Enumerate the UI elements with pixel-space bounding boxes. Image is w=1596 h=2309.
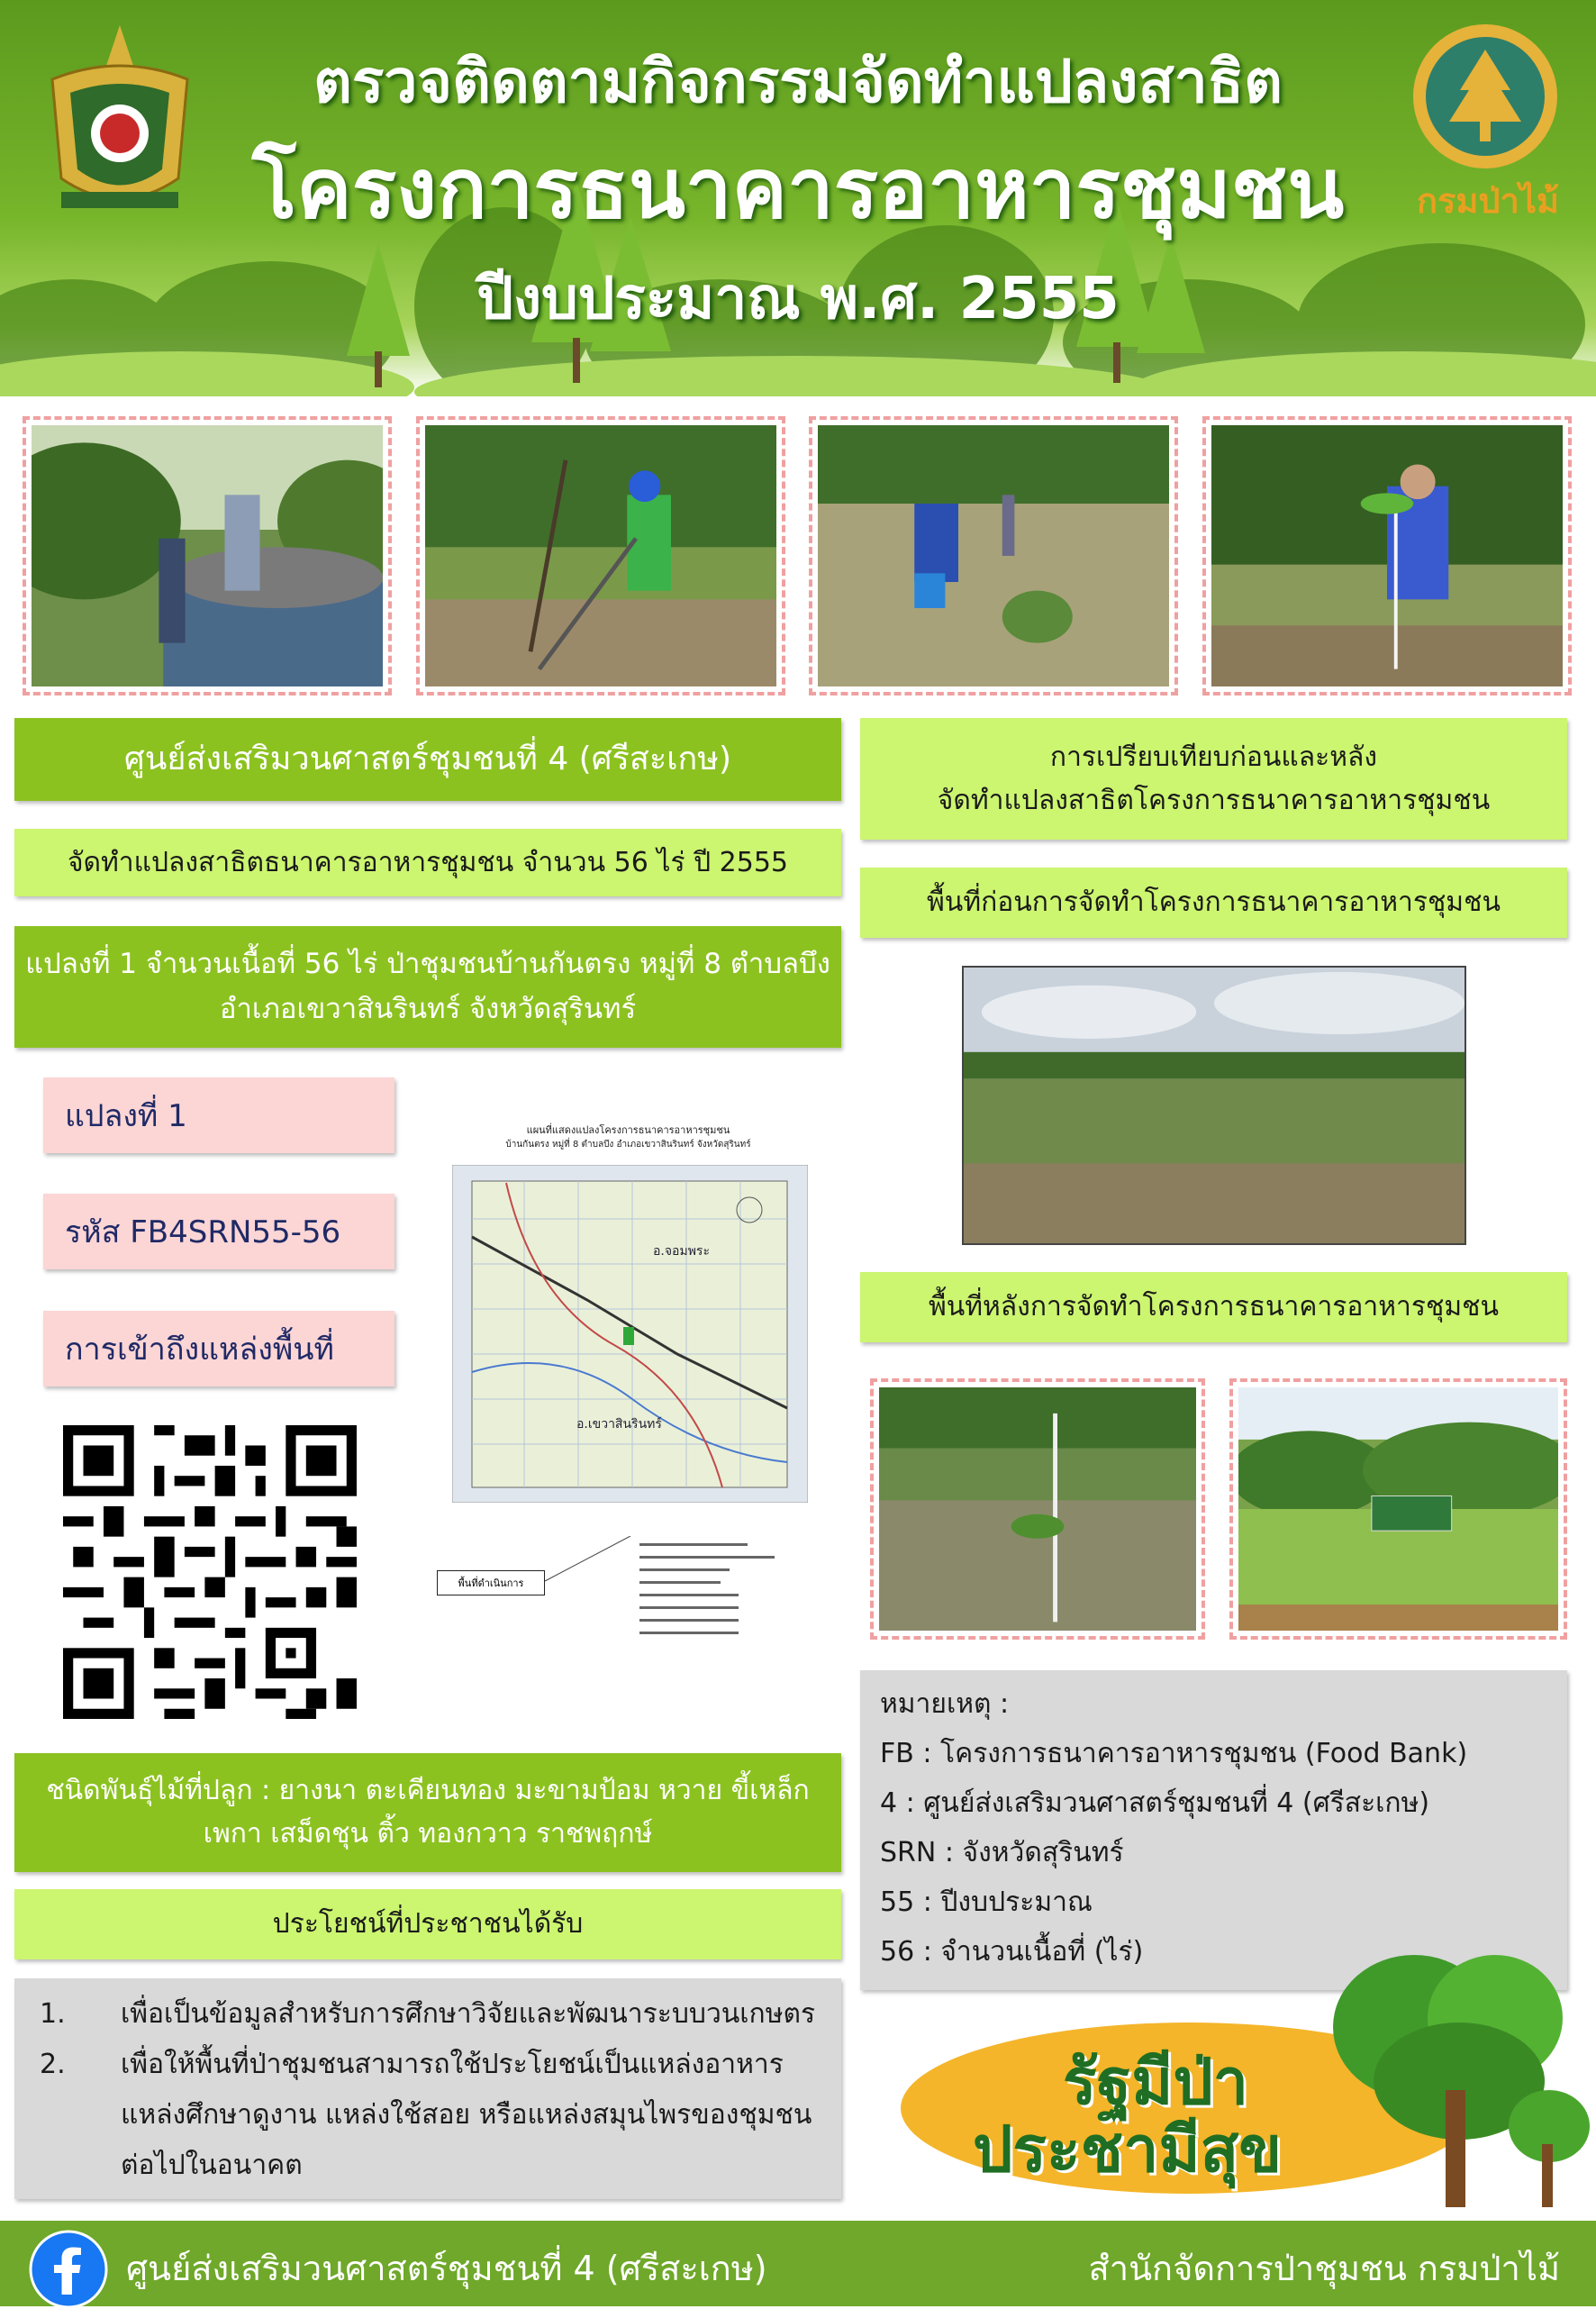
after-photo-1 [870,1378,1205,1640]
plot-number-box: แปลงที่ 1 [43,1077,394,1153]
facebook-icon[interactable] [29,2230,108,2309]
plot-code-box: รหัส FB4SRN55-56 [43,1194,394,1269]
location-map [432,1122,824,1662]
compare-line-2: จัดทำแปลงสาธิตโครงการธนาคารอาหารชุมชน [937,784,1491,816]
map-label-jomphra: อ.จอมพระ [653,1244,710,1259]
note-55: 55 : ปีงบประมาณ [880,1886,1093,1918]
topographic-map [452,1165,808,1503]
before-photo [962,966,1466,1245]
note-fb: FB : โครงการธนาคารอาหารชุมชน (Food Bank) [880,1738,1468,1769]
notes-title: หมายเหตุ : [880,1688,1010,1720]
logo-caption: กรมป่าไม้ [1416,181,1560,221]
plot-description-line-2: อำเภอเขวาสินรินทร์ จังหวัดสุรินทร์ [219,992,637,1025]
species-line-1: ชนิดพันธุ์ไม้ที่ปลูก : ยางนา ตะเคียนทอง มะขามป้อม หวาย ขี้เหล็ก [46,1775,810,1806]
map-title-line-1: แผนที่แสดงแปลงโครงการธนาคารอาหารชุมชน [526,1124,730,1136]
compare-bar [860,718,1567,840]
activity-photo-4 [1202,416,1572,695]
map-legend-box: พื้นที่ดำเนินการ [437,1570,545,1595]
benefit-item-2: 2. เพื่อให้พื้นที่ป่าชุมชนสามารถใช้ประโยชน์เป็นแหล่งอาหาร แหล่งศึกษาดูงาน แหล่งใช้สอย หรือแหล่งสมุนไพรของชุมชน ต่อไปในอนาคต [40,2049,812,2181]
map-legend-coords [540,1536,811,1653]
title-line-3: ปีงบประมาณ พ.ศ. 2555 [476,266,1120,332]
title-line-1: ตรวจติดตามกิจกรรมจัดทำแปลงสาธิต [313,47,1283,116]
activity-photo-3 [809,416,1178,695]
note-56: 56 : จำนวนเนื้อที่ (ไร่) [880,1936,1144,1968]
notes-box [860,1670,1567,1990]
qr-code[interactable] [63,1425,357,1719]
after-photo-2 [1229,1378,1567,1640]
slogan-line-2: ประชามีสุข [973,2113,1283,2186]
after-bar: พื้นที่หลังการจัดทำโครงการธนาคารอาหารชุมชน [860,1272,1567,1342]
center-name-bar: ศูนย์ส่งเสริมวนศาสตร์ชุมชนที่ 4 (ศรีสะเกษ) [14,718,841,801]
activity-photo-1 [23,416,392,695]
species-line-2: เพกา เสม็ดชุน ติ้ว ทองกวาว ราชพฤกษ์ [203,1818,653,1850]
header-banner [0,0,1596,396]
slogan-line-1: รัฐมีป่า [1063,2045,1249,2119]
benefits-box [14,1978,841,2199]
footer-right-text: สำนักจัดการป่าชุมชน กรมป่าไม้ [1088,2249,1560,2288]
footer-bar [0,2221,1596,2306]
before-bar: พื้นที่ก่อนการจัดทำโครงการธนาคารอาหารชุมชน [860,868,1567,938]
note-srn: SRN : จังหวัดสุรินทร์ [880,1837,1124,1868]
demo-plot-bar: จัดทำแปลงสาธิตธนาคารอาหารชุมชน จำนวน 56 ไร่ ปี 2555 [14,829,841,896]
activity-photo-2 [416,416,785,695]
note-4: 4 : ศูนย์ส่งเสริมวนศาสตร์ชุมชนที่ 4 (ศรีสะเกษ) [880,1787,1430,1819]
species-bar [14,1753,841,1872]
footer-left-text: ศูนย์ส่งเสริมวนศาสตร์ชุมชนที่ 4 (ศรีสะเกษ) [126,2249,767,2288]
benefit-title-bar: ประโยชน์ที่ประชาชนได้รับ [14,1889,841,1959]
plot-description-line-1: แปลงที่ 1 จำนวนเนื้อที่ 56 ไร่ ป่าชุมชนบ้านกันตรง หมู่ที่ 8 ตำบลบึง [25,947,830,980]
map-title-line-2: บ้านกันตรง หมู่ที่ 8 ตำบลบึง อำเภอเขวาสินรินทร์ จังหวัดสุรินทร์ [505,1140,751,1150]
plot-description-bar [14,926,841,1048]
benefit-item-1: 1. เพื่อเป็นข้อมูลสำหรับการศึกษาวิจัยและพัฒนาระบบวนเกษตร [40,1998,816,2030]
title-line-2: โครงการธนาคารอาหารชุมชน [251,141,1345,237]
map-label-khwao: อ.เขวาสินรินทร์ [576,1417,662,1432]
access-box: การเข้าถึงแหล่งพื้นที่ [43,1311,394,1386]
compare-line-1: การเปรียบเทียบก่อนและหลัง [1049,741,1378,773]
